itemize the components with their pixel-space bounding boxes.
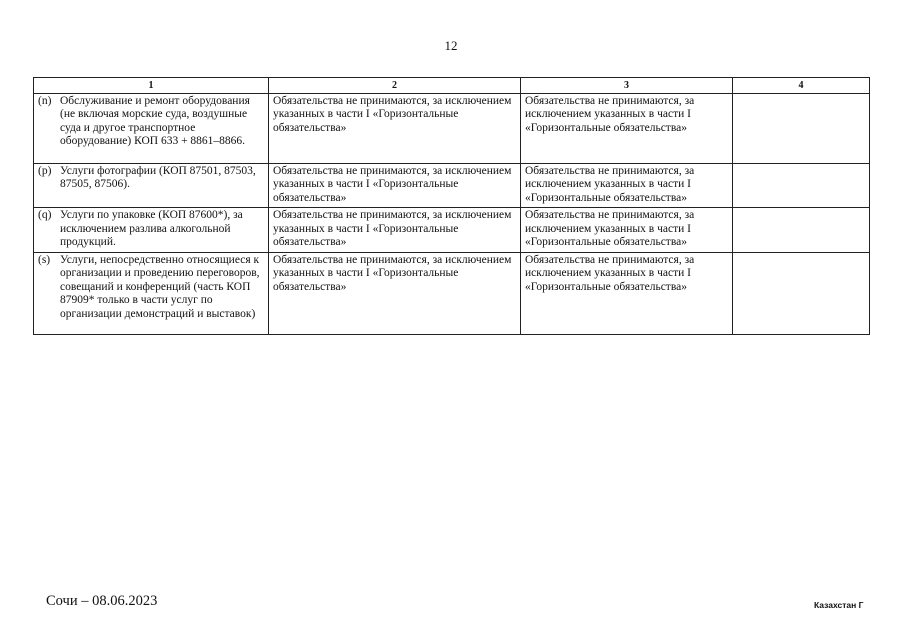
service-cell bbox=[34, 208, 269, 253]
market-access-cell: Обязательства не принимаются, за исключением указанных в части I «Горизонтальные обязательства» bbox=[269, 93, 521, 163]
table-row bbox=[34, 93, 870, 163]
additional-commitments-cell bbox=[733, 252, 870, 334]
service-description: Услуги по упаковке (КОП 87600*), за исключением разлива алкогольной продукций. bbox=[60, 209, 243, 248]
column-header: 1 bbox=[34, 78, 269, 94]
service-cell bbox=[34, 163, 269, 208]
additional-commitments-cell bbox=[733, 93, 870, 163]
service-description: Услуги, непосредственно относящиеся к организации и проведению переговоров, совещаний и конференций (часть КОП 87909* только в части услуг по организации демонстраций и выставок) bbox=[60, 253, 260, 320]
table-row bbox=[34, 163, 870, 208]
column-header: 3 bbox=[521, 78, 733, 94]
service-code: (p) bbox=[38, 164, 52, 177]
national-treatment-cell: Обязательства не принимаются, за исключением указанных в части I «Горизонтальные обязательства» bbox=[521, 163, 733, 208]
commitments-table bbox=[33, 77, 870, 335]
service-description: Услуги фотографии (КОП 87501, 87503, 87505, 87506). bbox=[60, 164, 256, 190]
service-cell bbox=[34, 93, 269, 163]
footer-place-date: Сочи – 08.06.2023 bbox=[46, 593, 158, 609]
column-header: 2 bbox=[269, 78, 521, 94]
table-row bbox=[34, 208, 870, 253]
service-code: (n) bbox=[38, 94, 52, 107]
service-description: Обслуживание и ремонт оборудования (не включая морские суда, воздушные суда и другое транспортное оборудование) КОП 633 + 8861–8866. bbox=[60, 94, 250, 147]
national-treatment-cell: Обязательства не принимаются, за исключением указанных в части I «Горизонтальные обязательства» bbox=[521, 93, 733, 163]
national-treatment-cell: Обязательства не принимаются, за исключением указанных в части I «Горизонтальные обязательства» bbox=[521, 208, 733, 253]
table-row bbox=[34, 252, 870, 334]
market-access-cell: Обязательства не принимаются, за исключением указанных в части I «Горизонтальные обязательства» bbox=[269, 163, 521, 208]
service-code: (s) bbox=[38, 253, 51, 266]
service-code: (q) bbox=[38, 209, 52, 221]
service-cell bbox=[34, 252, 269, 334]
market-access-cell: Обязательства не принимаются, за исключением указанных в части I «Горизонтальные обязательства» bbox=[269, 252, 521, 334]
page-number: 12 bbox=[444, 38, 458, 53]
additional-commitments-cell bbox=[733, 163, 870, 208]
footer-country-label: Казахстан Г bbox=[814, 600, 864, 610]
column-header: 4 bbox=[733, 78, 870, 94]
additional-commitments-cell bbox=[733, 208, 870, 253]
table-header-row bbox=[34, 78, 870, 94]
national-treatment-cell: Обязательства не принимаются, за исключением указанных в части I «Горизонтальные обязательства» bbox=[521, 252, 733, 334]
market-access-cell: Обязательства не принимаются, за исключением указанных в части I «Горизонтальные обязательства» bbox=[269, 208, 521, 253]
